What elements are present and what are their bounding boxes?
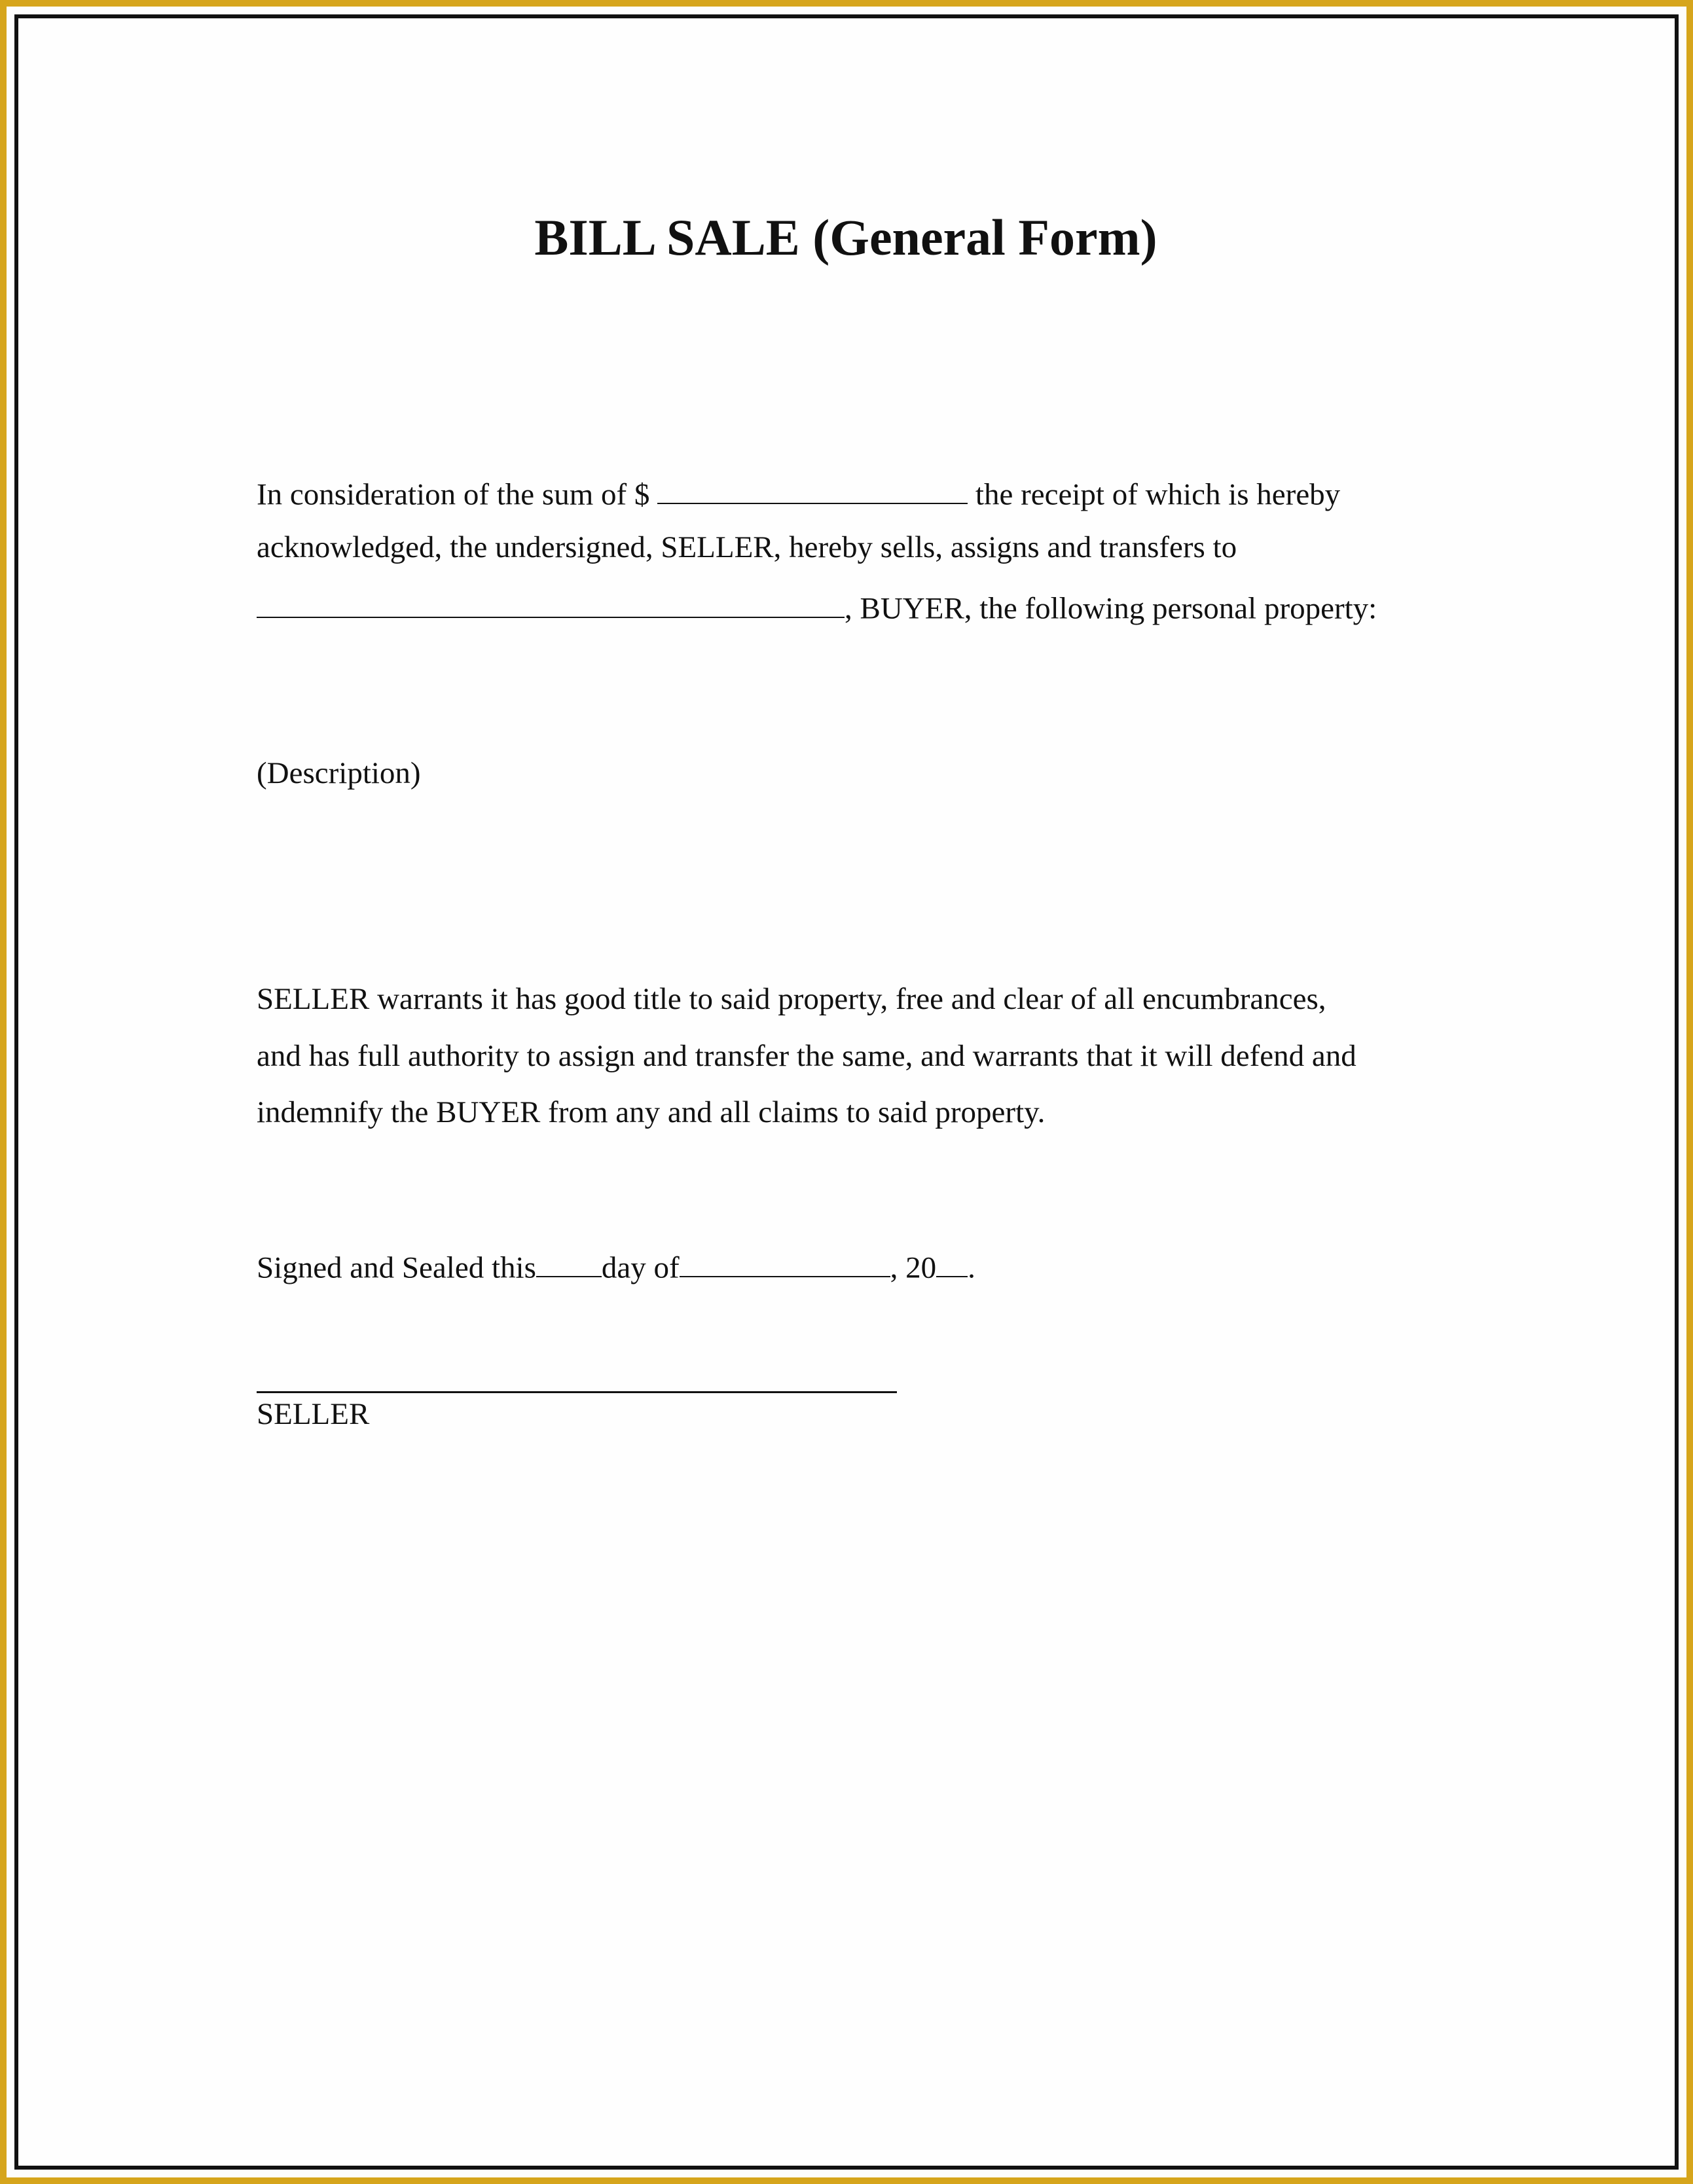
inner-frame	[14, 14, 1679, 2170]
paragraph2-line2: and has full authority to assign and transfer the same, and warrants that it will defend and	[257, 1039, 1356, 1073]
signed-text: Signed and Sealed this	[257, 1250, 536, 1285]
day-blank[interactable]	[536, 1248, 602, 1277]
paragraph1-line3	[257, 589, 1377, 624]
description-label: (Description)	[257, 756, 421, 790]
year-blank[interactable]	[936, 1248, 968, 1277]
paragraph1-line2: acknowledged, the undersigned, SELLER, hereby sells, assigns and transfers to	[257, 530, 1237, 564]
year-prefix-text: , 20	[890, 1250, 937, 1285]
receipt-text: the receipt of which is hereby	[975, 477, 1341, 512]
buyer-text: , BUYER, the following personal property:	[845, 591, 1377, 626]
paragraph2-line1: SELLER warrants it has good title to said property, free and clear of all encumbrances,	[257, 982, 1326, 1016]
month-blank[interactable]	[680, 1248, 890, 1277]
seller-label: SELLER	[257, 1397, 370, 1431]
seller-signature-line[interactable]	[257, 1391, 897, 1393]
day-of-text: day of	[601, 1250, 680, 1285]
paragraph1-line1	[257, 475, 1340, 510]
period-text: .	[968, 1250, 975, 1285]
sum-amount-blank[interactable]	[657, 475, 968, 504]
signed-sealed-line	[257, 1248, 975, 1283]
buyer-name-blank[interactable]	[257, 589, 845, 618]
document-title: BILL SALE (General Form)	[534, 209, 1157, 266]
consideration-text: In consideration of the sum of $	[257, 477, 650, 512]
paragraph2-line3: indemnify the BUYER from any and all claims to said property.	[257, 1095, 1046, 1129]
